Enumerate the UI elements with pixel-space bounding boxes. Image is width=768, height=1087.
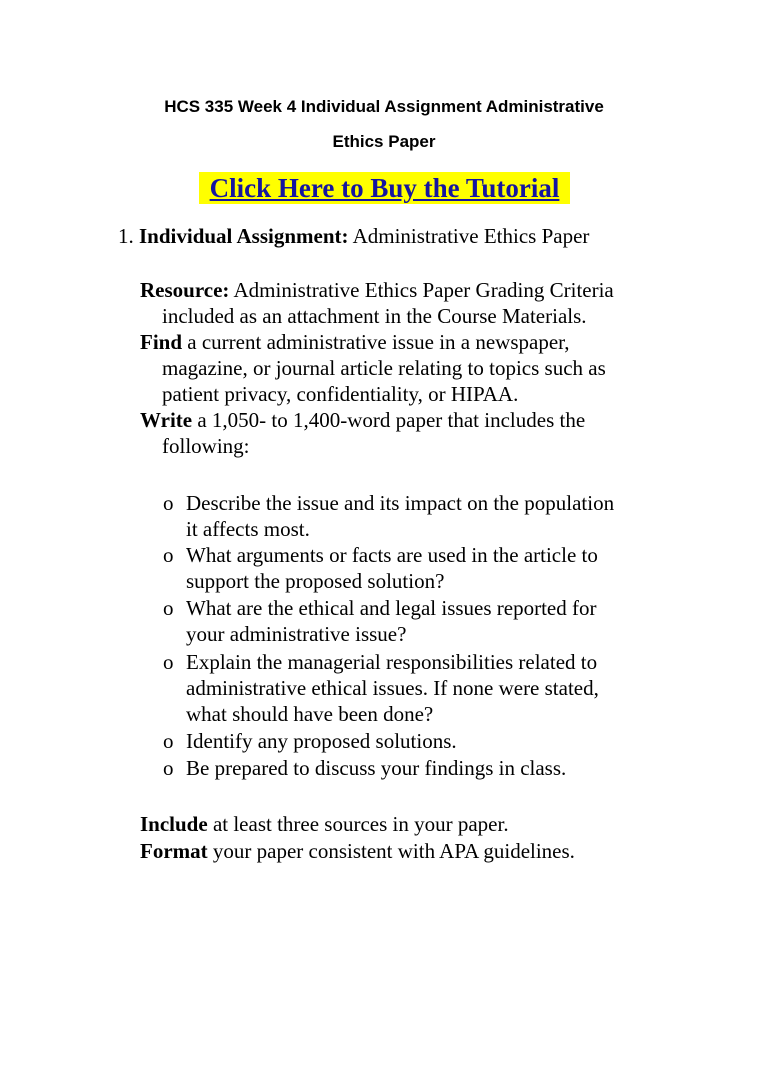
include-line [140, 812, 509, 836]
write-label: Write [140, 408, 193, 432]
list-item-line: your administrative issue? [186, 622, 407, 646]
buy-tutorial-link[interactable]: Click Here to Buy the Tutorial [199, 172, 570, 204]
include-label: Include [140, 812, 208, 836]
assignment-heading [118, 224, 589, 248]
write-line2: following: [162, 434, 250, 458]
bullet-marker-icon: o [163, 491, 174, 515]
bullet-marker-icon: o [163, 756, 174, 780]
write-text: a 1,050- to 1,400-word paper that includes the [197, 408, 586, 432]
include-text: at least three sources in your paper. [212, 812, 509, 836]
bullet-marker-icon: o [163, 729, 174, 753]
resource-text: Administrative Ethics Paper Grading Criteria [233, 278, 614, 302]
list-item-line: What are the ethical and legal issues reported for [186, 596, 597, 620]
document-title-line2: Ethics Paper [332, 132, 436, 151]
list-item-line: What arguments or facts are used in the article to [186, 543, 598, 567]
find-line2: magazine, or journal article relating to topics such as [162, 356, 606, 380]
find-label: Find [140, 330, 183, 354]
resource-label: Resource: [140, 278, 230, 302]
write-line [140, 408, 585, 432]
list-item-line: Describe the issue and its impact on the population [186, 491, 615, 515]
find-line3: patient privacy, confidentiality, or HIPAA. [162, 382, 519, 406]
list-item-line: what should have been done? [186, 702, 434, 726]
document-title-line1: HCS 335 Week 4 Individual Assignment Administrative [164, 97, 604, 116]
item-text: Administrative Ethics Paper [352, 224, 590, 248]
item-label: Individual Assignment: [139, 224, 349, 248]
list-item-line: Explain the managerial responsibilities related to [186, 650, 598, 674]
list-item-line: administrative ethical issues. If none were stated, [186, 676, 599, 700]
format-line [140, 839, 575, 863]
resource-line [140, 278, 614, 302]
list-item-line: support the proposed solution? [186, 569, 445, 593]
format-label: Format [140, 839, 208, 863]
format-text: your paper consistent with APA guidelines. [212, 839, 575, 863]
resource-line2: included as an attachment in the Course Materials. [162, 304, 587, 328]
bullet-marker-icon: o [163, 596, 174, 620]
list-item-line: Identify any proposed solutions. [186, 729, 457, 753]
find-text: a current administrative issue in a newspaper, [187, 330, 570, 354]
bullet-marker-icon: o [163, 650, 174, 674]
list-item-line: Be prepared to discuss your findings in class. [186, 756, 567, 780]
list-item-line: it affects most. [186, 517, 310, 541]
find-line [140, 330, 570, 354]
bullet-marker-icon: o [163, 543, 174, 567]
item-number: 1. [118, 224, 134, 248]
